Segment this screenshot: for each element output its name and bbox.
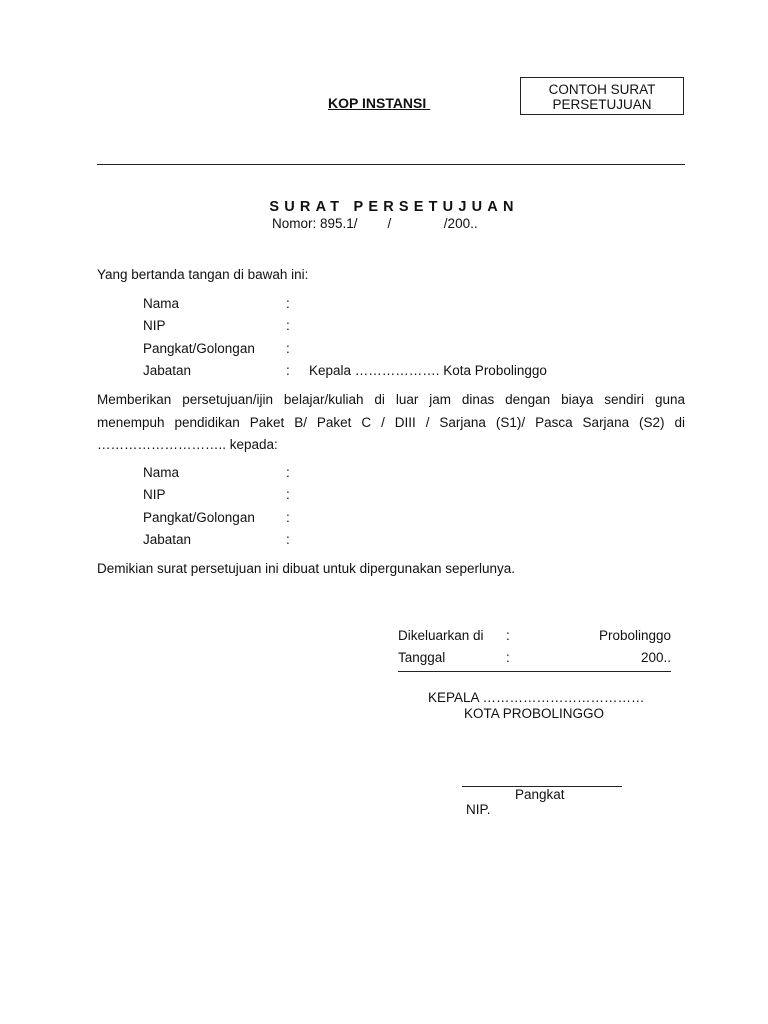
recipient-name-label: Nama [143,465,180,480]
signer-position-value: Kepala ………………. Kota Probolinggo [309,363,547,378]
issued-date-label: Tanggal [398,650,446,665]
signature-nip: NIP. [466,802,491,817]
body-paragraph-line1: Memberikan persetujuan/ijin belajar/kuliah di luar jam dinas dengan biaya sendiri guna [97,392,685,407]
recipient-position-label: Jabatan [143,532,192,547]
signer-rank-colon: : [286,341,290,356]
recipient-name-colon: : [286,465,290,480]
signer-name-label: Nama [143,296,180,311]
closing-text: Demikian surat persetujuan ini dibuat untuk dipergunakan seperlunya. [97,561,516,576]
issued-place-label: Dikeluarkan di [398,628,484,643]
recipient-rank-label: Pangkat/Golongan [143,510,255,525]
issued-date-value: 200.. [640,650,671,665]
recipient-rank-colon: : [286,510,290,525]
recipient-nip-label: NIP [143,487,166,502]
signer-nip-label: NIP [143,318,166,333]
signer-rank-label: Pangkat/Golongan [143,341,255,356]
issued-place-value: Probolinggo [598,628,671,643]
intro-text: Yang bertanda tangan di bawah ini: [97,267,309,282]
body-paragraph-line3: ……………………….. kepada: [97,437,278,452]
body-paragraph [97,389,685,457]
signer-position-colon: : [286,363,290,378]
example-label-line1: CONTOH SURAT [548,82,656,97]
example-label-line2: PERSETUJUAN [552,97,652,112]
signature-rank: Pangkat [515,787,565,802]
recipient-nip-colon: : [286,487,290,502]
issued-underline [398,671,671,672]
example-label-box [520,77,684,115]
issued-place-colon: : [506,628,510,643]
document-title: SURAT PERSETUJUAN [269,199,519,215]
signature-title-line1: KEPALA ……………………………… [428,690,645,705]
body-paragraph-line2: menempuh pendidikan Paket B/ Paket C / DIII / Sarjana (S1)/ Pasca Sarjana (S2) di [97,414,685,430]
issued-date-colon: : [506,650,510,665]
signer-nip-colon: : [286,318,290,333]
signature-title-line2: KOTA PROBOLINGGO [464,706,605,721]
recipient-position-colon: : [286,532,290,547]
document-number: Nomor: 895.1/ / /200.. [272,216,478,231]
letterhead-divider [97,164,685,165]
signer-name-colon: : [286,296,290,311]
letterhead-title: KOP INSTANSI [328,95,431,111]
signer-position-label: Jabatan [143,363,192,378]
